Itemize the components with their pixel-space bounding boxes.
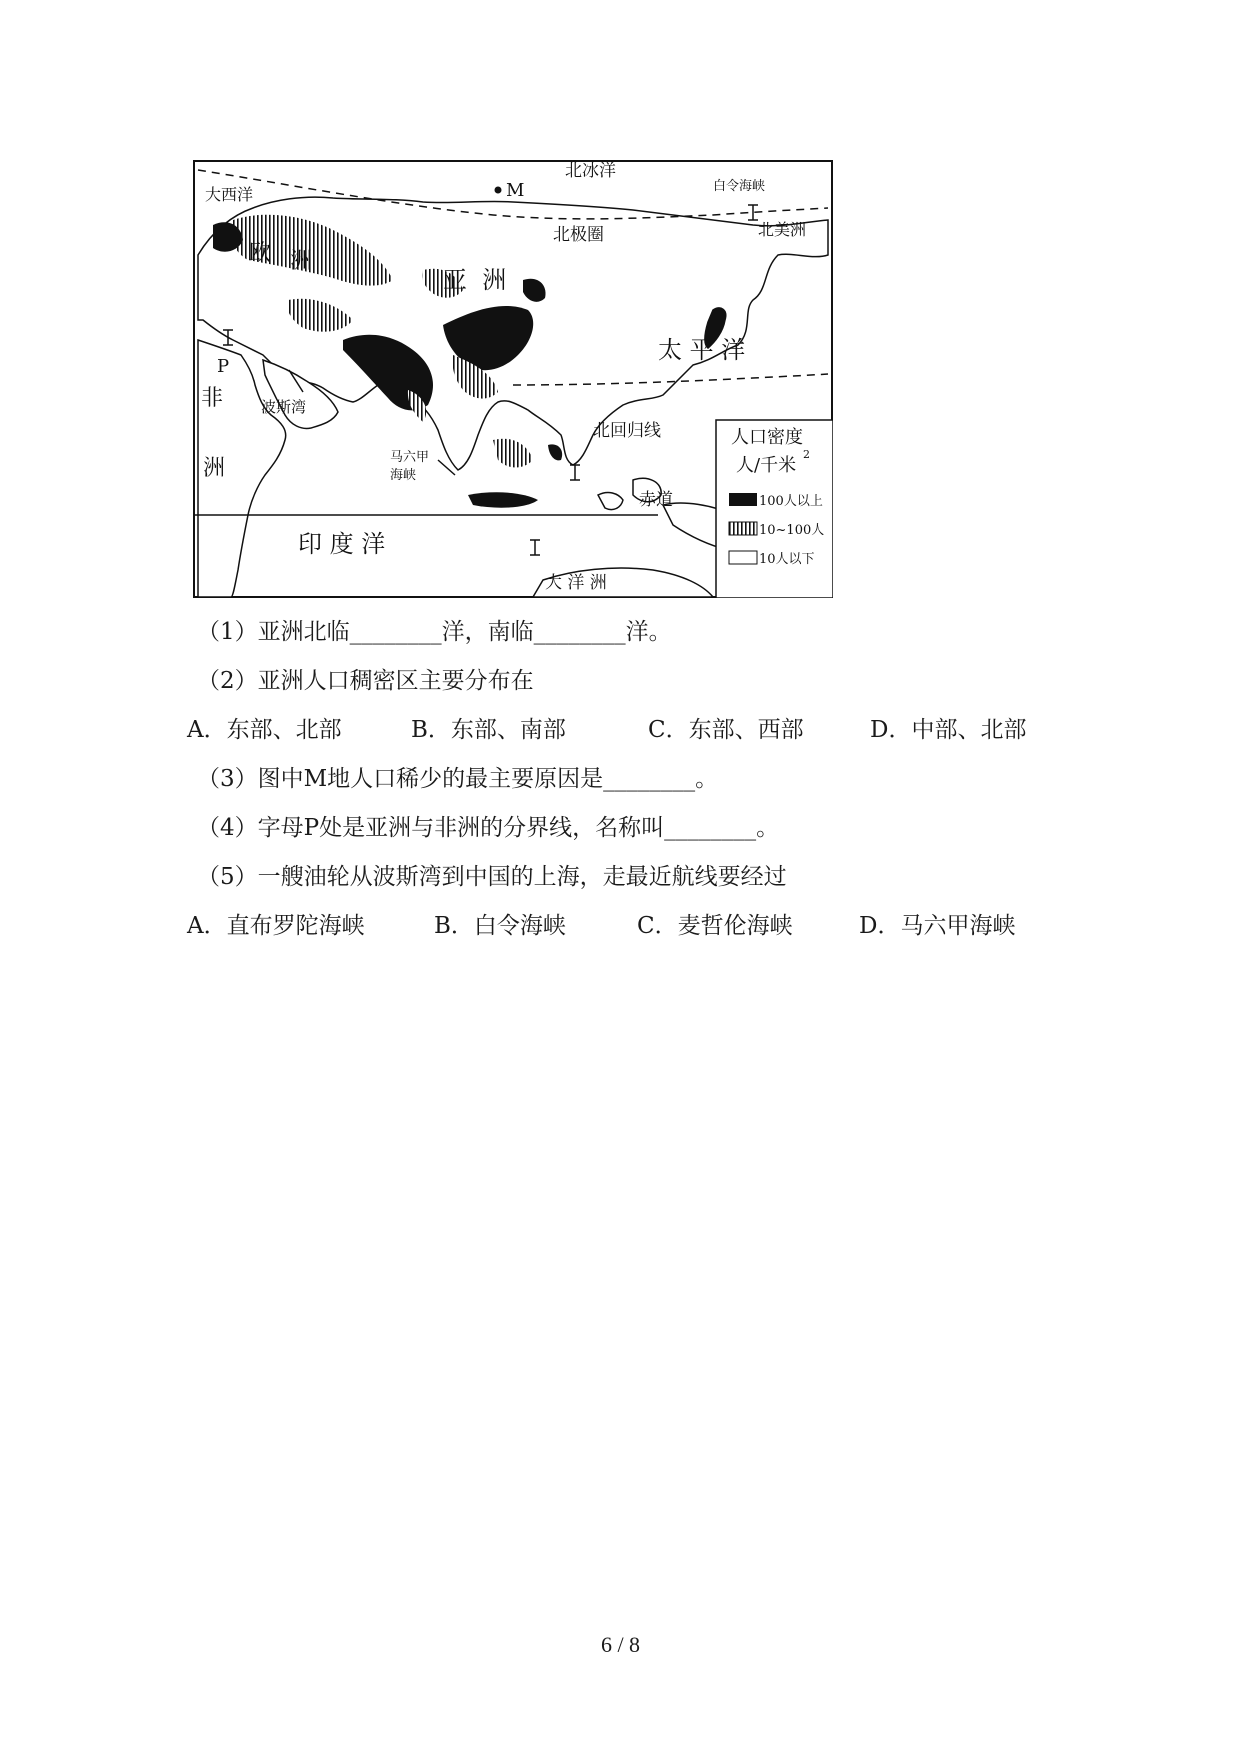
page-number: 6 / 8	[600, 1632, 641, 1657]
option-d: D．中部、北部	[870, 717, 1027, 743]
label-asia: 亚 洲	[443, 266, 507, 294]
legend-swatch-low	[729, 551, 757, 564]
option-d: D．马六甲海峡	[859, 913, 1016, 939]
label-arctic-circle: 北极圈	[553, 225, 604, 245]
label-malacca-1: 马六甲	[390, 450, 430, 465]
label-equator: 赤道	[639, 490, 673, 510]
legend-item-low: 10人以下	[759, 552, 815, 567]
population-density-map	[193, 160, 833, 598]
question-1: （1）亚洲北临________洋，南临________洋。	[197, 619, 672, 645]
m-point	[495, 187, 502, 194]
legend-title: 人口密度	[731, 427, 803, 448]
option-b: B．东部、南部	[411, 717, 566, 743]
question-2: （2）亚洲人口稠密区主要分布在	[197, 668, 534, 694]
label-africa-2: 洲	[203, 456, 226, 481]
label-m: M	[506, 180, 525, 201]
label-europe-1: 欧	[249, 241, 272, 266]
label-p: P	[217, 356, 230, 377]
legend-item-mid: 10~100人	[759, 523, 825, 538]
legend-unit: 人/千米	[736, 455, 797, 476]
label-pacific: 太 平 洋	[658, 336, 746, 364]
option-b: B．白令海峡	[434, 913, 566, 939]
label-indian-ocean: 印 度 洋	[298, 530, 386, 558]
legend-swatch-mid	[729, 522, 757, 535]
label-persian-gulf: 波斯湾	[261, 398, 307, 416]
label-bering: 白令海峡	[713, 179, 766, 194]
option-a: A．东部、北部	[187, 717, 342, 743]
legend	[716, 420, 833, 598]
question-4: （4）字母P处是亚洲与非洲的分界线，名称叫________。	[197, 815, 780, 841]
label-africa-1: 非	[201, 386, 224, 411]
legend-swatch-high	[729, 493, 757, 506]
option-a: A．直布罗陀海峡	[187, 913, 365, 939]
label-tropic: 北回归线	[593, 421, 661, 441]
option-c: C．东部、西部	[648, 717, 804, 743]
question-5: （5）一艘油轮从波斯湾到中国的上海，走最近航线要经过	[197, 864, 787, 890]
question-3: （3）图中M地人口稀少的最主要原因是________。	[197, 766, 719, 792]
legend-item-high: 100人以上	[759, 494, 823, 509]
legend-unit-sup: 2	[803, 448, 810, 461]
label-malacca-2: 海峡	[390, 468, 417, 483]
label-oceania: 大 洋 洲	[545, 573, 607, 593]
label-europe-2: 洲	[290, 249, 313, 274]
option-c: C．麦哲伦海峡	[637, 913, 793, 939]
label-north-america: 北美洲	[758, 220, 807, 239]
label-arctic-ocean: 北冰洋	[565, 161, 616, 181]
label-atlantic: 大西洋	[205, 185, 254, 204]
